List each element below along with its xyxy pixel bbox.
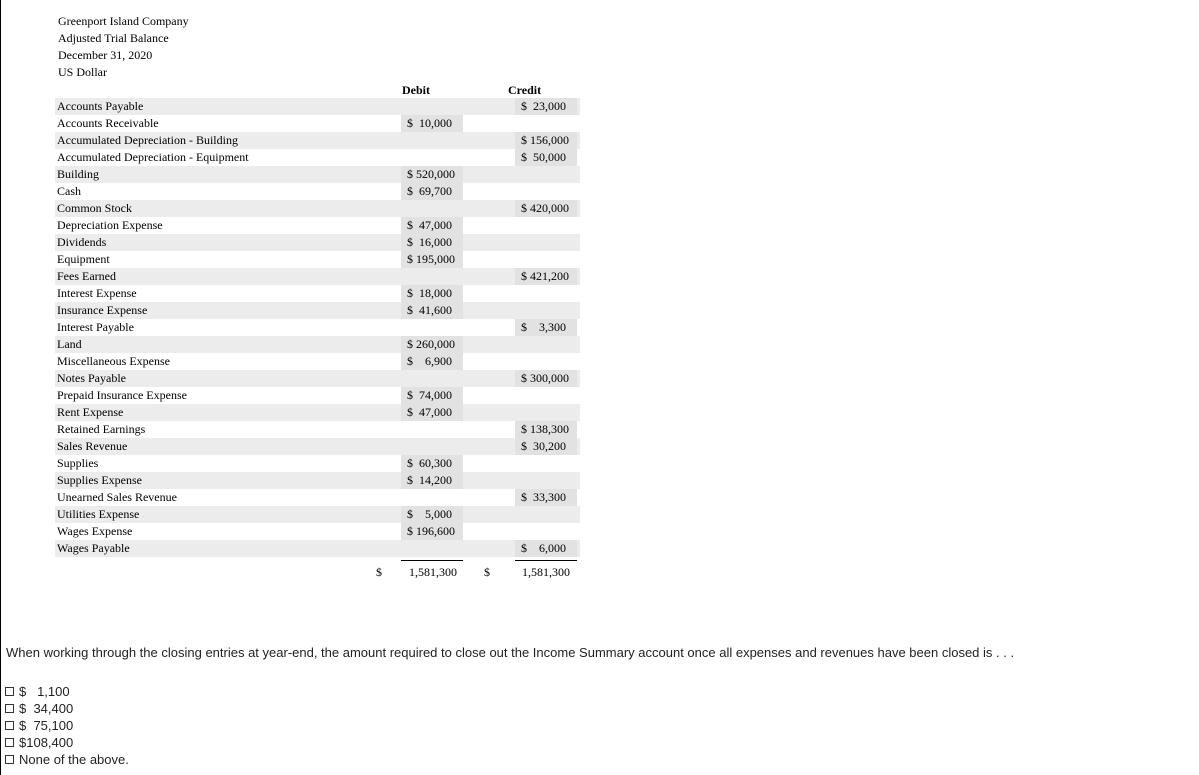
credit-amount: $ 3,300 [521,320,566,334]
debit-column-header: Debit [402,83,430,97]
table-row [55,285,580,302]
report-date: December 31, 2020 [58,48,153,62]
account-name: Interest Payable [57,320,134,334]
account-name: Equipment [57,252,110,266]
account-name: Wages Payable [57,541,130,555]
account-name: Supplies Expense [57,473,142,487]
debit-amount: $ 10,000 [407,116,452,130]
debit-total-sign: $ [376,565,382,579]
account-name: Depreciation Expense [57,218,163,232]
answer-option[interactable] [5,734,129,751]
debit-amount: $ 69,700 [407,184,452,198]
credit-total: 1,581,300 [522,565,570,579]
credit-amount: $ 6,000 [521,541,566,555]
table-row [55,472,580,489]
credit-total-sign: $ [484,565,490,579]
account-name: Miscellaneous Expense [57,354,170,368]
debit-amount: $ 196,600 [407,524,455,538]
debit-amount: $ 16,000 [407,235,452,249]
checkbox[interactable] [5,721,14,730]
account-name: Accumulated Depreciation - Equipment [57,150,249,164]
table-row [55,268,580,285]
table-row [55,404,580,421]
credit-amount: $ 50,000 [521,150,566,164]
debit-amount: $ 260,000 [407,337,455,351]
credit-amount: $ 138,300 [521,422,569,436]
table-row [55,132,580,149]
option-label: $ 1,100 [19,684,70,699]
credit-amount: $ 420,000 [521,201,569,215]
company-name: Greenport Island Company [58,14,189,28]
table-row [55,98,580,115]
question-text: When working through the closing entries at year-end, the amount required to close out the Income Summary account once all expenses and revenues have been closed is . . . [6,645,1015,660]
table-row [55,455,580,472]
checkbox[interactable] [5,704,14,713]
table-row [55,149,580,166]
table-row [55,251,580,268]
table-row [55,183,580,200]
table-row [55,489,580,506]
answer-option[interactable] [5,700,129,717]
table-row [55,319,580,336]
answer-option[interactable] [5,683,129,700]
credit-amount: $ 30,200 [521,439,566,453]
option-label: $108,400 [19,735,74,750]
table-row [55,523,580,540]
account-name: Retained Earnings [57,422,146,436]
credit-amount: $ 156,000 [521,133,569,147]
debit-total-rule [401,560,463,561]
credit-amount: $ 421,200 [521,269,569,283]
answer-option[interactable] [5,751,129,768]
option-label: $ 34,400 [19,701,74,716]
account-name: Wages Expense [57,524,133,538]
answer-options [5,683,129,768]
checkbox[interactable] [5,738,14,747]
account-name: Supplies [57,456,99,470]
table-row [55,506,580,523]
account-name: Accounts Receivable [57,116,159,130]
account-name: Insurance Expense [57,303,148,317]
table-row [55,217,580,234]
account-name: Accumulated Depreciation - Building [57,133,238,147]
table-row [55,438,580,455]
account-name: Sales Revenue [57,439,128,453]
currency-label: US Dollar [58,65,107,79]
account-name: Interest Expense [57,286,137,300]
debit-amount: $ 41,600 [407,303,452,317]
account-name: Rent Expense [57,405,124,419]
account-name: Dividends [57,235,107,249]
left-border [0,0,1,775]
table-row [55,370,580,387]
debit-amount: $ 195,000 [407,252,455,266]
debit-amount: $ 47,000 [407,405,452,419]
report-title: Adjusted Trial Balance [58,31,169,45]
debit-amount: $ 6,900 [407,354,452,368]
debit-amount: $ 5,000 [407,507,452,521]
account-name: Notes Payable [57,371,126,385]
table-row [55,336,580,353]
account-name: Fees Earned [57,269,116,283]
table-row [55,200,580,217]
table-row [55,115,580,132]
table-row [55,540,580,557]
table-row [55,353,580,370]
table-row [55,302,580,319]
debit-amount: $ 14,200 [407,473,452,487]
table-row [55,234,580,251]
debit-amount: $ 60,300 [407,456,452,470]
credit-amount: $ 23,000 [521,99,566,113]
account-name: Building [57,167,100,181]
table-row [55,166,580,183]
account-name: Common Stock [57,201,133,215]
checkbox[interactable] [5,687,14,696]
option-label: $ 75,100 [19,718,74,733]
answer-option[interactable] [5,717,129,734]
debit-amount: $ 18,000 [407,286,452,300]
debit-total: 1,581,300 [409,565,457,579]
debit-amount: $ 520,000 [407,167,455,181]
account-name: Unearned Sales Revenue [57,490,177,504]
checkbox[interactable] [5,755,14,764]
credit-column-header: Credit [508,83,542,97]
account-name: Land [57,337,82,351]
account-name: Prepaid Insurance Expense [57,388,187,402]
account-name: Accounts Payable [57,99,144,113]
option-label: None of the above. [19,752,129,767]
table-row [55,387,580,404]
credit-total-rule [515,560,577,561]
account-name: Cash [57,184,81,198]
debit-amount: $ 74,000 [407,388,452,402]
account-name: Utilities Expense [57,507,140,521]
table-row [55,421,580,438]
debit-amount: $ 47,000 [407,218,452,232]
credit-amount: $ 33,300 [521,490,566,504]
credit-amount: $ 300,000 [521,371,569,385]
trial-balance-table [55,98,580,557]
